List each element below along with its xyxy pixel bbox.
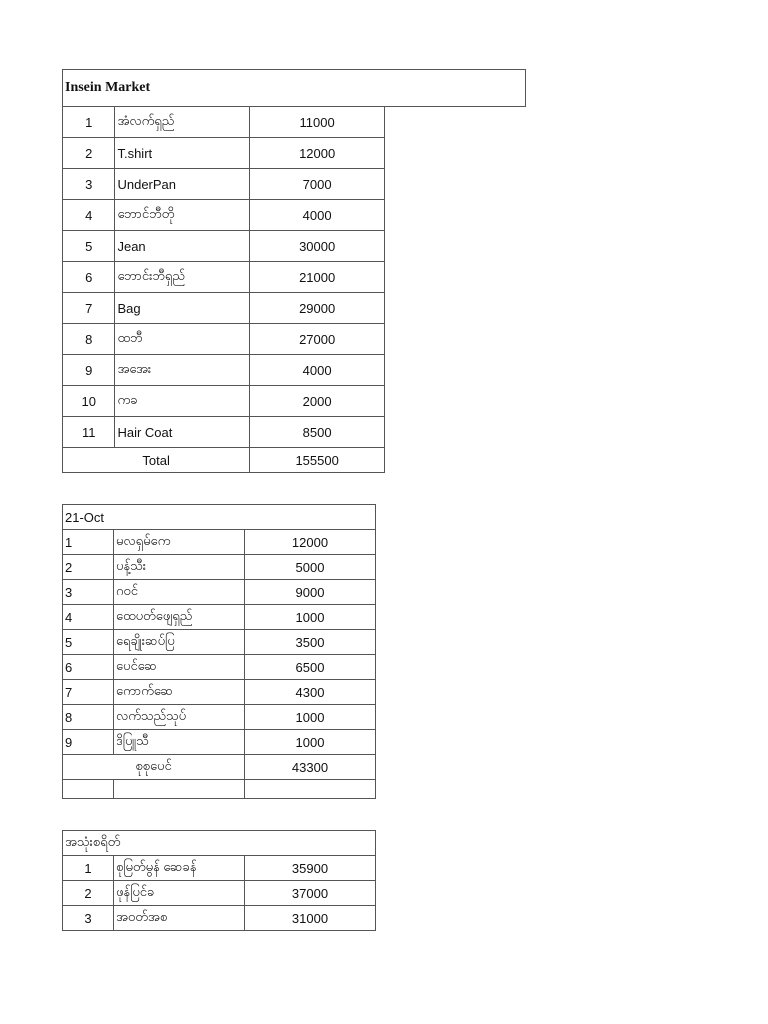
item-price: 6500 xyxy=(245,655,376,680)
item-price: 2000 xyxy=(250,386,385,417)
table-row xyxy=(63,200,526,231)
row-number: 1 xyxy=(63,856,114,881)
table-row xyxy=(63,138,526,169)
total-label: Total xyxy=(63,448,250,473)
table-row xyxy=(63,655,376,680)
table-row xyxy=(63,417,526,448)
table-row xyxy=(63,730,376,755)
item-name: အံလက်ရှည် xyxy=(115,107,250,138)
item-price: 12000 xyxy=(250,138,385,169)
table-title-row xyxy=(63,70,526,107)
item-name: ဖုန်ပြင်ခ xyxy=(114,881,245,906)
table-row xyxy=(63,530,376,555)
item-price: 3500 xyxy=(245,630,376,655)
item-name: ပေင်ဆေ xyxy=(114,655,245,680)
total-row xyxy=(63,448,526,473)
item-price: 21000 xyxy=(250,262,385,293)
row-number: 7 xyxy=(63,293,115,324)
table-row xyxy=(63,630,376,655)
item-price: 4300 xyxy=(245,680,376,705)
table-row xyxy=(63,705,376,730)
item-name: ရေချိုးဆပ်ပြ xyxy=(114,630,245,655)
table-row xyxy=(63,881,376,906)
row-number: 1 xyxy=(63,107,115,138)
table-row xyxy=(63,324,526,355)
table-row xyxy=(63,107,526,138)
item-price: 29000 xyxy=(250,293,385,324)
table-row xyxy=(63,856,376,881)
item-name: မလရှမ်ကေ xyxy=(114,530,245,555)
empty-row xyxy=(63,780,376,799)
item-price: 35900 xyxy=(245,856,376,881)
item-name: ဒိပြူသီ xyxy=(114,730,245,755)
total-value: 155500 xyxy=(250,448,385,473)
item-name: UnderPan xyxy=(115,169,250,200)
row-number: 5 xyxy=(63,231,115,262)
item-price: 1000 xyxy=(245,705,376,730)
item-name: အအေး xyxy=(115,355,250,386)
item-name: လက်သည်သုပ် xyxy=(114,705,245,730)
row-number: 9 xyxy=(63,730,114,755)
item-price: 11000 xyxy=(250,107,385,138)
table-row xyxy=(63,386,526,417)
row-number: 1 xyxy=(63,530,114,555)
table-title: အသုံးစရိတ် xyxy=(63,831,376,856)
item-price: 4000 xyxy=(250,200,385,231)
row-number: 5 xyxy=(63,630,114,655)
table-row xyxy=(63,231,526,262)
item-price: 27000 xyxy=(250,324,385,355)
table-title: 21-Oct xyxy=(63,505,376,530)
item-name: ဘောင်ဘီတို xyxy=(115,200,250,231)
table-row xyxy=(63,355,526,386)
empty-cell xyxy=(114,780,245,799)
item-name: Bag xyxy=(115,293,250,324)
item-name: ကောက်ဆေ xyxy=(114,680,245,705)
empty-cell xyxy=(245,780,376,799)
table-row xyxy=(63,580,376,605)
item-name: T.shirt xyxy=(115,138,250,169)
row-number: 11 xyxy=(63,417,115,448)
row-number: 7 xyxy=(63,680,114,705)
table-row xyxy=(63,262,526,293)
item-name: ကခ xyxy=(115,386,250,417)
item-price: 30000 xyxy=(250,231,385,262)
total-value: 43300 xyxy=(245,755,376,780)
item-price: 8500 xyxy=(250,417,385,448)
item-price: 12000 xyxy=(245,530,376,555)
item-price: 4000 xyxy=(250,355,385,386)
oct-expenses-table xyxy=(62,504,376,799)
row-number: 2 xyxy=(63,881,114,906)
item-name: ပန့်သီး xyxy=(114,555,245,580)
total-label: စုစုပေင် xyxy=(63,755,245,780)
row-number: 2 xyxy=(63,138,115,169)
row-number: 2 xyxy=(63,555,114,580)
item-name: Jean xyxy=(115,231,250,262)
total-row xyxy=(63,755,376,780)
row-number: 6 xyxy=(63,262,115,293)
table-title-row xyxy=(63,831,376,856)
row-number: 4 xyxy=(63,605,114,630)
item-price: 31000 xyxy=(245,906,376,931)
row-number: 4 xyxy=(63,200,115,231)
spending-table xyxy=(62,830,376,931)
row-number: 3 xyxy=(63,906,114,931)
row-number: 3 xyxy=(63,169,115,200)
table-row xyxy=(63,169,526,200)
row-number: 3 xyxy=(63,580,114,605)
table-row xyxy=(63,906,376,931)
table-title: Insein Market xyxy=(63,70,526,107)
row-number: 8 xyxy=(63,324,115,355)
row-number: 8 xyxy=(63,705,114,730)
item-price: 1000 xyxy=(245,605,376,630)
row-number: 6 xyxy=(63,655,114,680)
item-price: 37000 xyxy=(245,881,376,906)
table-row xyxy=(63,293,526,324)
empty-cell xyxy=(63,780,114,799)
item-name: Hair Coat xyxy=(115,417,250,448)
table-row xyxy=(63,605,376,630)
table-title-row xyxy=(63,505,376,530)
row-number: 10 xyxy=(63,386,115,417)
item-price: 1000 xyxy=(245,730,376,755)
table-row xyxy=(63,555,376,580)
item-price: 5000 xyxy=(245,555,376,580)
item-name: အဝတ်အစ xyxy=(114,906,245,931)
item-name: ထဘီ xyxy=(115,324,250,355)
row-number: 9 xyxy=(63,355,115,386)
item-name: ဂဝင် xyxy=(114,580,245,605)
item-name: စုမြတ်မွန် ဆေခန် xyxy=(114,856,245,881)
table-row xyxy=(63,680,376,705)
item-price: 9000 xyxy=(245,580,376,605)
item-price: 7000 xyxy=(250,169,385,200)
item-name: ဘောင်းဘီရှည် xyxy=(115,262,250,293)
insein-market-table xyxy=(62,69,526,473)
item-name: ထေပတ်ဖျေရှည် xyxy=(114,605,245,630)
